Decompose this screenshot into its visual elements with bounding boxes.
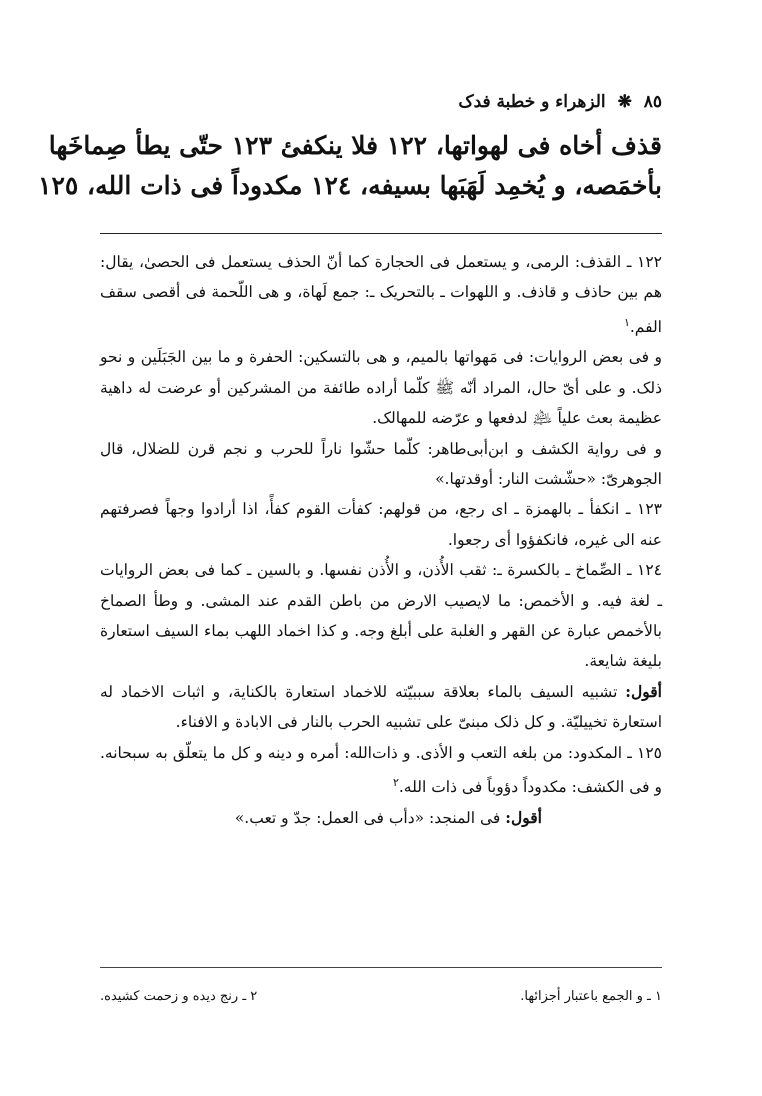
note-paragraph bbox=[100, 677, 662, 738]
sermon-excerpt bbox=[38, 126, 662, 206]
footnote-divider bbox=[100, 967, 662, 968]
note-text: فى المنجد: «دأب فى العمل: جدّ و تعب.» bbox=[234, 808, 506, 827]
note-paragraph bbox=[100, 494, 662, 555]
running-header bbox=[100, 88, 662, 116]
verse-line-1: قذف أخاه فى لهواتها، ١٢٢ فلا ينكفئ ١٢٣ حتّى يطأ صِماخَها bbox=[48, 131, 662, 160]
footnote-2: ٢ ـ رنج ديده و زحمت كشيده. bbox=[100, 989, 258, 1004]
note-paragraph bbox=[100, 247, 662, 342]
note-paragraph bbox=[100, 434, 662, 495]
note-paragraph bbox=[100, 803, 662, 833]
footnote-ref: ١ bbox=[623, 315, 630, 329]
note-text: و فى بعض الروايات: فى مَهواتها بالميم، و هى بالتسكين: الحفرة و ما بين الجَبَلَين و نحو ذلک. و على أىّ حال، المراد أنّه ﷺ كلّما أراده طائفة من المشركين أو عرضت له داهية عظيمة بعث علياً ﵇ لدفعها و عرّضه للمهالک. bbox=[100, 348, 662, 428]
footnotes bbox=[100, 984, 662, 1010]
note-lead: أقول: bbox=[505, 807, 542, 827]
note-text: و فى رواية الكشف و ابن‌أبى‌طاهر: كلّما حشّوا ناراً للحرب و نجم قرن للضلال، قال الجوهرىّ: «حشّشت النار: أوقدتها.» bbox=[100, 439, 662, 488]
verse-line-2: بأخمَصه، و يُخمِد لَهَبَها بسيفه، ١٢٤ مكدوداً فى ذات الله، ١٢٥ bbox=[38, 171, 662, 200]
note-text: ١٢٢ ـ القذف: الرمى، و يستعمل فى الحجارة كما أنّ الحذف يستعمل فى الحصىٰ، يقال: هم بين حاذف و قاذف. و اللهوات ـ بالتحريک ـ: جمع لَهاة، و هى اللّحمة فى أقصى سقف الفم. bbox=[100, 253, 662, 336]
note-paragraph bbox=[100, 738, 662, 803]
page-number: ٨٥ bbox=[643, 92, 662, 112]
note-text: ١٢٤ ـ الصِّماخ ـ بالكسرة ـ: ثقب الأُذن، و الأُذن نفسها. و بالسين ـ كما فى بعض الروايات ـ لغة فيه. و الأخمص: ما لايصيب الارض من باطن القدم عند المشى. و وطأ الصماخ بالأخمص عبارة عن القهر و الغلبة على أبلغ وجه. و كذا اخماد اللهب بماء السيف استعارة بليغة شايعة. bbox=[100, 561, 662, 671]
note-paragraph bbox=[100, 555, 662, 677]
note-text: تشبيه السيف بالماء بعلاقة سببيّته للاخماد استعارة بالكناية، و اثبات الاخماد له استعارة تخييليّة. و كل ذلک مبنىّ على تشبيه الحرب بالنار فى الابادة و الافناء. bbox=[100, 682, 662, 732]
running-title: الزهراء و خطبة فدک bbox=[458, 92, 606, 112]
note-lead: أقول: bbox=[625, 681, 662, 701]
footnote-1: ١ ـ و الجمع باعتبار أجزائها. bbox=[520, 989, 662, 1004]
footnote-ref: ٢ bbox=[392, 776, 399, 790]
note-paragraph bbox=[100, 342, 662, 433]
commentary-notes bbox=[100, 247, 662, 947]
ornament-icon: ❋ bbox=[617, 92, 632, 112]
top-divider bbox=[100, 233, 662, 234]
note-text: ١٢٥ ـ المكدود: من بلغه التعب و الأذى. و ذات‌الله: أمره و دينه و كل ما يتعلّق به سبحانه. و فى الكشف: مكدوداً دؤوباً فى ذات الله. bbox=[100, 743, 662, 797]
note-text: ١٢٣ ـ انكفأ ـ بالهمزة ـ اى رجع، من قولهم: كفأت القوم كفأً، اذا أرادوا وجهاً فصرفتهم عنه الى غيره، فانكفؤوا أى رجعوا. bbox=[100, 500, 662, 549]
